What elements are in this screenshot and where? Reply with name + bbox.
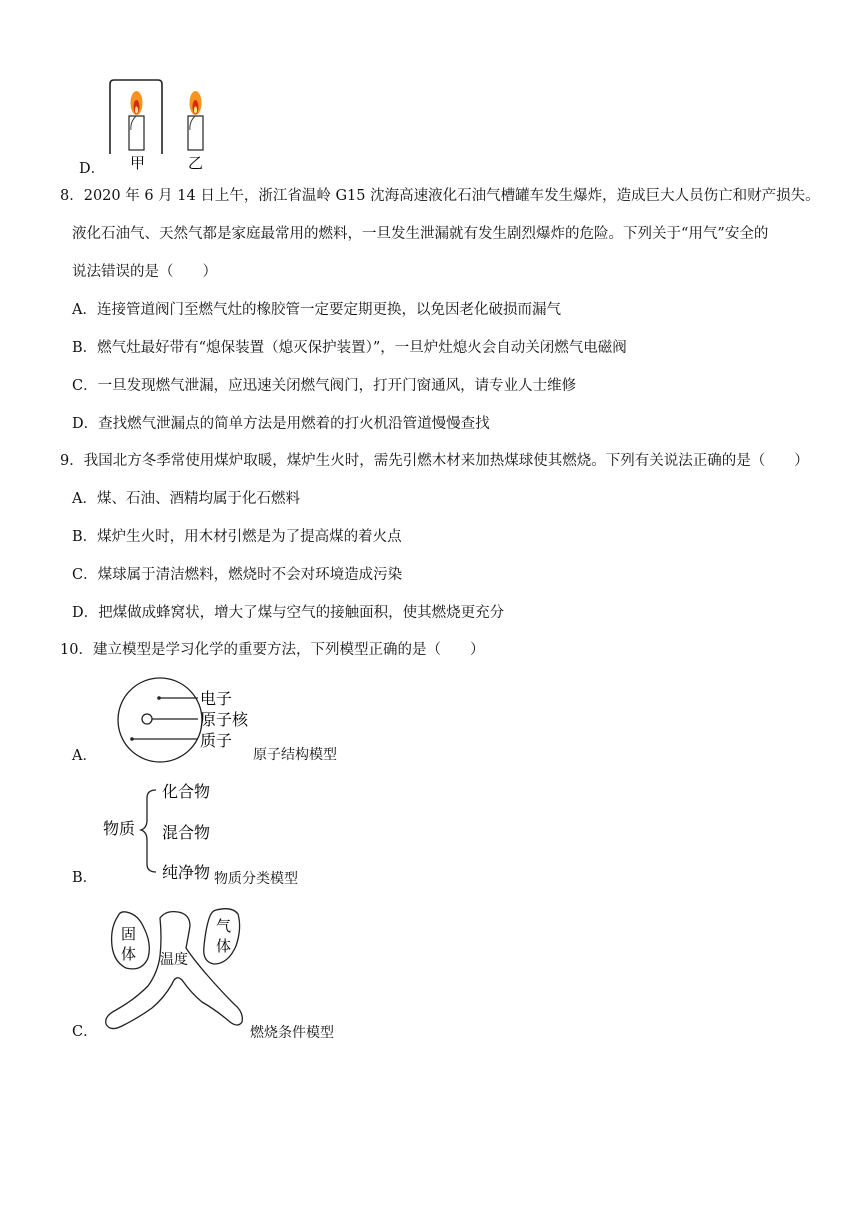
q8-option-a: A．连接管道阀门至燃气灶的橡胶管一定要定期更换，以免因老化破损而漏气 — [72, 302, 561, 318]
q9-stem: 9．我国北方冬季常使用煤炉取暖，煤炉生火时，需先引燃木材来加热煤球使其燃烧。下列有关说法正确的是（ ） — [60, 453, 809, 469]
q10-option-a-caption: 原子结构模型 — [253, 747, 337, 763]
q10-option-c-caption: 燃烧条件模型 — [250, 1025, 334, 1041]
q8-stem-line-3: 说法错误的是（ ） — [72, 264, 217, 280]
q10-option-c-label: C． — [72, 1024, 98, 1040]
substance-classification-model — [100, 776, 225, 888]
q9-option-b: B．煤炉生火时，用木材引燃是为了提高煤的着火点 — [72, 529, 402, 545]
brace — [141, 790, 156, 872]
q7-option-d-label: D． — [79, 161, 106, 177]
branch-mixture: 混合物 — [162, 823, 211, 842]
candles-figure — [100, 76, 230, 176]
candle-jia — [129, 116, 144, 150]
temperature-label: 温度 — [160, 952, 188, 968]
q8-stem-line-2: 液化石油气、天然气都是家庭最常用的燃料，一旦发生泄漏就有发生剧烈爆炸的危险。下列关于“用气”安全的 — [72, 226, 769, 242]
candle-yi — [188, 116, 203, 150]
candle-label-yi: 乙 — [188, 154, 204, 172]
q8-option-b: B．燃气灶最好带有“熄保装置（熄灭保护装置）”，一旦炉灶熄火会自动关闭燃气电磁阀 — [72, 340, 627, 356]
atom-structure-model — [100, 676, 270, 776]
atom-outer-circle — [118, 678, 202, 762]
label-electron: 电子 — [200, 689, 233, 708]
atom-nucleus — [142, 714, 152, 724]
candle-label-jia: 甲 — [130, 154, 146, 172]
root-substance: 物质 — [103, 819, 136, 838]
q8-stem-line-1: 8．2020 年 6 月 14 日上午，浙江省温岭 G15 沈海高速液化石油气槽罐车发生爆炸，造成巨大人员伤亡和财产损失。 — [60, 188, 820, 204]
q9-option-c: C．煤球属于清洁燃料，燃烧时不会对环境造成污染 — [72, 567, 403, 583]
gas-char-1: 气 — [216, 917, 232, 935]
q10-option-a-label: A． — [72, 748, 97, 764]
q9-option-a: A．煤、石油、酒精均属于化石燃料 — [72, 491, 300, 507]
combustion-condition-model — [98, 898, 253, 1048]
q9-option-d: D．把煤做成蜂窝状，增大了煤与空气的接触面积，使其燃烧更充分 — [72, 605, 505, 621]
solid-char-1: 固 — [121, 925, 137, 943]
q8-option-d: D．查找燃气泄漏点的简单方法是用燃着的打火机沿管道慢慢查找 — [72, 416, 490, 432]
label-proton: 质子 — [200, 731, 233, 750]
branch-pure: 纯净物 — [162, 863, 211, 882]
q8-option-c: C．一旦发现燃气泄漏，应迅速关闭燃气阀门，打开门窗通风，请专业人士维修 — [72, 378, 577, 394]
branch-compound: 化合物 — [162, 782, 211, 801]
gas-char-2: 体 — [216, 937, 232, 955]
q10-option-b-caption: 物质分类模型 — [214, 871, 298, 887]
solid-char-2: 体 — [121, 945, 137, 963]
q10-option-b-label: B． — [72, 870, 98, 886]
label-nucleus: 原子核 — [200, 710, 249, 729]
q10-stem: 10．建立模型是学习化学的重要方法，下列模型正确的是（ ） — [60, 642, 485, 658]
